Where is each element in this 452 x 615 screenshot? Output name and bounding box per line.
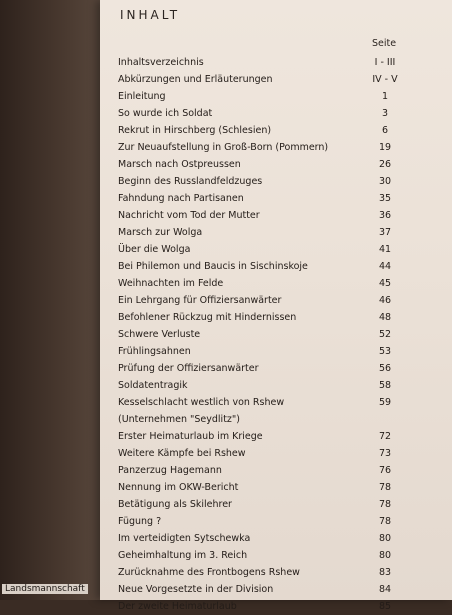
page-column-header: Seite — [372, 38, 397, 49]
toc-entry — [100, 173, 452, 190]
toc-entry — [100, 360, 452, 377]
toc-page: I - III — [374, 57, 396, 68]
toc-page: 84 — [378, 584, 392, 595]
toc-page: 52 — [378, 329, 392, 340]
toc-page: 26 — [378, 159, 392, 170]
toc-title: Nennung im OKW-Bericht — [118, 482, 239, 493]
toc-title: Marsch nach Ostpreussen — [118, 159, 241, 170]
toc-page: 72 — [378, 431, 392, 442]
toc-page: 36 — [378, 210, 392, 221]
toc-page: 45 — [378, 278, 392, 289]
toc-entry — [100, 292, 452, 309]
toc-title: Abkürzungen und Erläuterungen — [118, 74, 273, 85]
toc-page: 83 — [378, 567, 392, 578]
toc-entry — [100, 275, 452, 292]
toc-entry — [100, 581, 452, 598]
toc-page: 37 — [378, 227, 392, 238]
toc-page: 58 — [378, 380, 392, 391]
toc-title: Panzerzug Hagemann — [118, 465, 222, 476]
toc-title: Fügung ? — [118, 516, 162, 527]
toc-page: IV - V — [372, 74, 398, 85]
toc-page: 48 — [378, 312, 392, 323]
toc-title: Der zweite Heimaturlaub — [118, 601, 237, 612]
toc-list — [100, 54, 452, 615]
toc-title: Frühlingsahnen — [118, 346, 191, 357]
toc-title: Weihnachten im Felde — [118, 278, 224, 289]
toc-entry — [100, 54, 452, 71]
toc-entry — [100, 530, 452, 547]
toc-title: Befohlener Rückzug mit Hindernissen — [118, 312, 297, 323]
toc-title: Zurücknahme des Frontbogens Rshew — [118, 567, 300, 578]
toc-entry — [100, 122, 452, 139]
toc-page: 19 — [378, 142, 392, 153]
toc-entry — [100, 156, 452, 173]
toc-page: 78 — [378, 516, 392, 527]
toc-title: Nachricht vom Tod der Mutter — [118, 210, 260, 221]
toc-title: Kesselschlacht westlich von Rshew — [118, 397, 285, 408]
underlying-page-fragment: Landsmannschaft — [2, 584, 88, 594]
toc-title: Marsch zur Wolga — [118, 227, 203, 238]
toc-page: 76 — [378, 465, 392, 476]
toc-entry — [100, 326, 452, 343]
toc-entry — [100, 241, 452, 258]
toc-page: 30 — [378, 176, 392, 187]
toc-page: 85 — [378, 601, 392, 612]
toc-page: 73 — [378, 448, 392, 459]
toc-title: Im verteidigten Sytschewka — [118, 533, 251, 544]
toc-page: 78 — [378, 499, 392, 510]
toc-title: Erster Heimaturlaub im Kriege — [118, 431, 263, 442]
toc-entry — [100, 139, 452, 156]
toc-entry — [100, 207, 452, 224]
book-page — [100, 0, 452, 612]
toc-entry — [100, 513, 452, 530]
toc-entry — [100, 258, 452, 275]
toc-title: Ein Lehrgang für Offiziersanwärter — [118, 295, 282, 306]
toc-page: 44 — [378, 261, 392, 272]
toc-entry — [100, 190, 452, 207]
toc-entry — [100, 309, 452, 326]
toc-page: 78 — [378, 482, 392, 493]
toc-title: So wurde ich Soldat — [118, 108, 213, 119]
toc-entry — [100, 462, 452, 479]
toc-page: 35 — [378, 193, 392, 204]
toc-page: 59 — [378, 397, 392, 408]
toc-page: 80 — [378, 550, 392, 561]
toc-entry — [100, 496, 452, 513]
toc-entry — [100, 445, 452, 462]
toc-title: Weitere Kämpfe bei Rshew — [118, 448, 246, 459]
toc-entry — [100, 564, 452, 581]
toc-title: Geheimhaltung im 3. Reich — [118, 550, 248, 561]
toc-title: Bei Philemon und Baucis in Sischinskoje — [118, 261, 308, 272]
toc-title: Zur Neuaufstellung in Groß-Born (Pommern) — [118, 142, 329, 153]
toc-title: Einleitung — [118, 91, 166, 102]
toc-entry — [100, 71, 452, 88]
toc-title: Schwere Verluste — [118, 329, 201, 340]
toc-page: 6 — [381, 125, 389, 136]
background-left — [0, 0, 110, 600]
toc-title: Fahndung nach Partisanen — [118, 193, 244, 204]
toc-entry — [100, 377, 452, 394]
toc-page: 80 — [378, 533, 392, 544]
toc-title: Prüfung der Offiziersanwärter — [118, 363, 259, 374]
toc-entry — [100, 547, 452, 564]
toc-page: 46 — [378, 295, 392, 306]
toc-entry — [100, 224, 452, 241]
toc-entry — [100, 88, 452, 105]
toc-entry — [100, 479, 452, 496]
toc-title: Über die Wolga — [118, 244, 191, 255]
toc-entry — [100, 598, 452, 615]
toc-title: Inhaltsverzeichnis — [118, 57, 204, 68]
toc-entry — [100, 343, 452, 360]
toc-page: 53 — [378, 346, 392, 357]
toc-entry — [100, 428, 452, 445]
toc-page: 56 — [378, 363, 392, 374]
toc-title: Betätigung als Skilehrer — [118, 499, 232, 510]
toc-title: Beginn des Russlandfeldzuges — [118, 176, 263, 187]
toc-page: 1 — [381, 91, 389, 102]
toc-entry — [100, 411, 452, 428]
toc-page: 3 — [381, 108, 389, 119]
toc-entry — [100, 105, 452, 122]
toc-entry — [100, 394, 452, 411]
toc-page: 41 — [378, 244, 392, 255]
toc-title: Neue Vorgesetzte in der Division — [118, 584, 274, 595]
toc-title: (Unternehmen "Seydlitz") — [118, 414, 240, 425]
toc-title: Soldatentragik — [118, 380, 188, 391]
page-heading: INHALT — [120, 8, 181, 22]
toc-title: Rekrut in Hirschberg (Schlesien) — [118, 125, 272, 136]
